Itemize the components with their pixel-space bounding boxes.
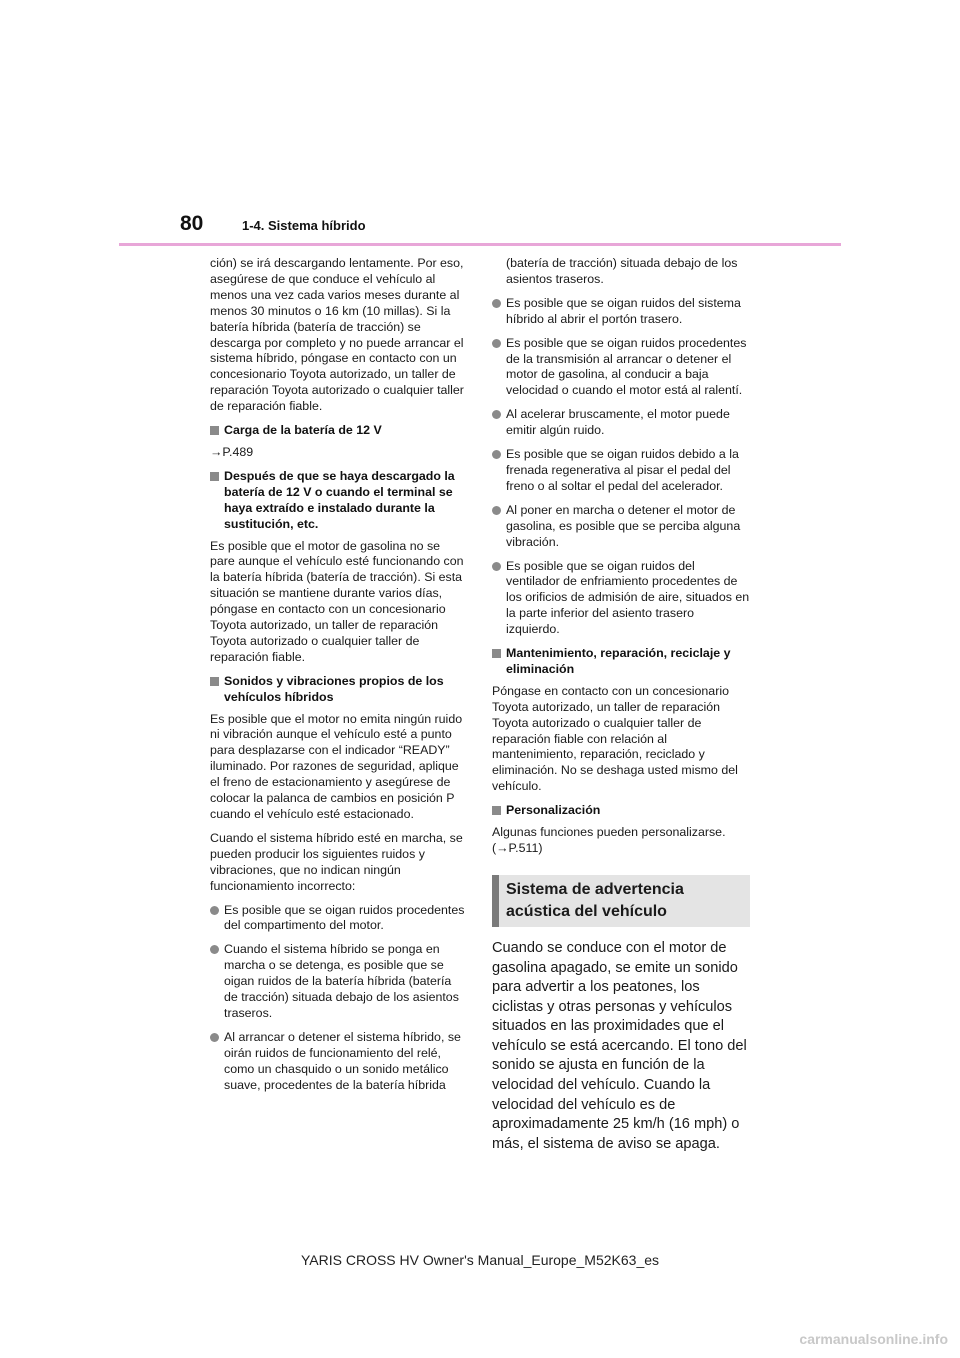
heading-personalization: Personalización bbox=[492, 803, 750, 819]
section-callout bbox=[492, 875, 750, 927]
list-item: Al arrancar o detener el sistema híbrido, se oirán ruidos de funcionamiento del relé, como un chasquido o un sonido metálico suave, procedentes de la batería híbrida bbox=[210, 1030, 468, 1094]
page-footer: YARIS CROSS HV Owner's Manual_Europe_M52K63_es bbox=[300, 1252, 660, 1268]
callout-body: Cuando se conduce con el motor de gasolina apagado, se emite un sonido para advertir a los peatones, los ciclistas y otras personas y vehículos situados en las proximidades que el vehículo se está acercando. El tono del sonido se ajusta en función de la velocidad del vehículo. Cuando la velocidad del vehículo es de aproximadamente 25 km/h (16 mph) o más, el sistema de aviso se apaga. bbox=[492, 939, 747, 1152]
round-bullet-icon bbox=[492, 299, 501, 308]
heading-maintenance: Mantenimiento, reparación, reciclaje y eliminación bbox=[492, 646, 750, 678]
round-bullet-icon bbox=[210, 906, 219, 915]
list-item: Cuando el sistema híbrido se ponga en marcha o se detenga, es posible que se oigan ruidos de la batería híbrida (batería de tracción) situada debajo de los asientos traseros. bbox=[210, 942, 468, 1022]
list-item: Es posible que se oigan ruidos procedentes de la transmisión al arrancar o detener el motor de gasolina, al conducir a baja velocidad o cuando el motor está al ralentí. bbox=[492, 336, 750, 400]
page-number: 80 bbox=[180, 212, 204, 235]
heading-12v-charge: Carga de la batería de 12 V bbox=[210, 423, 468, 439]
list-item: Es posible que se oigan ruidos del ventilador de enfriamiento procedentes de los orificios de admisión de aire, situados en la parte inferior del asiento trasero izquierdo. bbox=[492, 559, 750, 639]
paragraph: Algunas funciones pueden personalizarse. (→P.511) bbox=[492, 825, 726, 855]
paragraph: Cuando el sistema híbrido esté en marcha, se pueden producir los siguientes ruidos y vibraciones, que no indican ningún funcionamiento incorrecto: bbox=[210, 830, 463, 893]
square-bullet-icon bbox=[492, 649, 501, 658]
heading-sounds-vibrations: Sonidos y vibraciones propios de los vehículos híbridos bbox=[210, 674, 468, 706]
list-item: Es posible que se oigan ruidos del sistema híbrido al abrir el portón trasero. bbox=[492, 296, 750, 328]
round-bullet-icon bbox=[492, 410, 501, 419]
round-bullet-icon bbox=[492, 562, 501, 571]
paragraph: Póngase en contacto con un concesionario Toyota autorizado, un taller de reparación Toyota autorizado o cualquier taller de reparación fiable con relación al mantenimiento, reparación, reciclado y eliminación. No se deshaga usted mismo del vehículo. bbox=[492, 683, 738, 794]
list-item: Es posible que se oigan ruidos debido a la frenada regenerativa al pisar el pedal del freno o al soltar el pedal del acelerador. bbox=[492, 447, 750, 495]
intro-paragraph: ción) se irá descargando lentamente. Por eso, asegúrese de que conduce el vehículo al menos una vez cada varios meses durante al menos 30 minutos o 16 km (10 millas). Si la batería híbrida (batería de tracción) se descarga por completo y no puede arrancar el sistema híbrido, póngase en contacto con un concesionario Toyota autorizado, un taller de reparación Toyota autorizado o cualquier taller de reparación fiable. bbox=[210, 256, 464, 414]
round-bullet-icon bbox=[492, 339, 501, 348]
paragraph: Es posible que el motor de gasolina no se pare aunque el vehículo esté funcionando con la batería híbrida (batería de tracción). Si esta situación se mantiene durante varios días, póngase en contacto con un concesionario Toyota autorizado, un taller de reparación Toyota autorizado o cualquier taller de reparación fiable. bbox=[210, 538, 464, 664]
square-bullet-icon bbox=[492, 806, 501, 815]
callout-title: Sistema de advertencia acústica del vehículo bbox=[506, 880, 684, 920]
round-bullet-icon bbox=[492, 506, 501, 515]
round-bullet-icon bbox=[492, 450, 501, 459]
list-item: Al acelerar bruscamente, el motor puede emitir algún ruido. bbox=[492, 407, 750, 439]
header-divider bbox=[119, 243, 841, 246]
square-bullet-icon bbox=[210, 677, 219, 686]
heading-after-discharge: Después de que se haya descargado la batería de 12 V o cuando el terminal se haya extraído e instalado durante la sustitución, etc. bbox=[210, 469, 468, 533]
paragraph: Es posible que el motor no emita ningún ruido ni vibración aunque el vehículo esté a punto para desplazarse con el indicador “READY” iluminado. Por razones de seguridad, aplique el freno de estacionamiento y asegúrese de colocar la palanca de cambios en posición P cuando el vehículo esté estacionado. bbox=[210, 711, 463, 821]
page-reference-link[interactable]: →P.489 bbox=[210, 444, 254, 459]
round-bullet-icon bbox=[210, 945, 219, 954]
continued-text: (batería de tracción) situada debajo de los asientos traseros. bbox=[506, 256, 738, 286]
left-column bbox=[210, 256, 468, 1102]
list-item: Al poner en marcha o detener el motor de gasolina, es posible que se perciba alguna vibración. bbox=[492, 503, 750, 551]
round-bullet-icon bbox=[210, 1033, 219, 1042]
list-item: Es posible que se oigan ruidos procedentes del compartimento del motor. bbox=[210, 903, 468, 935]
square-bullet-icon bbox=[210, 426, 219, 435]
watermark: carmanualsonline.info bbox=[799, 1331, 948, 1347]
right-column bbox=[492, 256, 750, 1154]
section-title: 1-4. Sistema híbrido bbox=[242, 218, 366, 233]
square-bullet-icon bbox=[210, 472, 219, 481]
